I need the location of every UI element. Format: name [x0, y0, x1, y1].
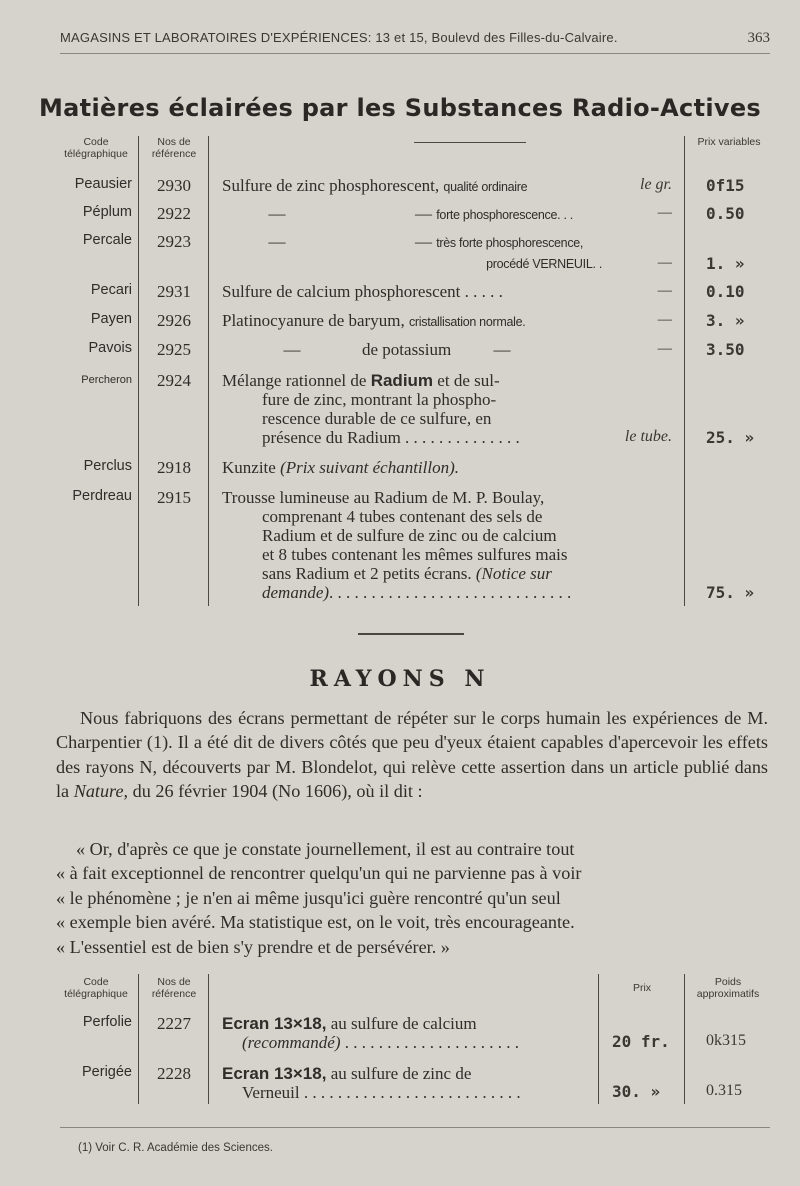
price: 3. »: [706, 311, 745, 330]
unit: —: [657, 282, 672, 299]
paragraph-text: [56, 706, 768, 804]
ditto-mark: —: [283, 340, 301, 359]
header-rule: [414, 142, 526, 143]
desc-detail: procédé VERNEUIL. .: [486, 257, 602, 271]
column-divider: [598, 974, 599, 1104]
ditto-mark: —: [493, 340, 511, 359]
column-divider: [208, 136, 209, 606]
desc-detail: forte phosphorescence. . .: [436, 208, 573, 222]
reference-number: 2228: [157, 1064, 191, 1083]
ditto-mark: —: [268, 232, 286, 251]
price: 1. »: [706, 254, 745, 273]
column-header-code: Code télégraphique: [64, 976, 128, 1000]
desc-text: fure de zinc, montrant la phospho-: [262, 390, 497, 409]
unit: —: [657, 254, 672, 271]
desc-text: et 8 tubes contenant les mêmes sulfures mais: [262, 545, 568, 564]
reference-number: 2924: [157, 371, 191, 390]
desc-text: sans Radium et 2 petits écrans.: [262, 564, 476, 583]
desc-text: Verneuil . . . . . . . . . . . . . . . . . . . . . . . . . .: [242, 1083, 521, 1102]
column-divider: [684, 136, 685, 606]
reference-number: 2923: [157, 232, 191, 251]
reference-number: 2925: [157, 340, 191, 359]
desc-detail: qualité ordinaire: [443, 180, 528, 194]
intro-paragraph: [56, 706, 768, 804]
description: [222, 1064, 592, 1102]
column-header-price: Prix variables: [697, 136, 761, 148]
desc-italic: (Notice sur: [475, 564, 552, 583]
desc-text: et de sul-: [433, 371, 500, 390]
quote-line: « à fait exceptionnel de rencontrer quelqu'un qui ne parvienne pas à voir: [56, 863, 582, 884]
price: 0.50: [706, 204, 745, 223]
reference-number: 2931: [157, 282, 191, 301]
telegraphic-code: Perigée: [82, 1064, 132, 1080]
column-divider: [208, 974, 209, 1104]
telegraphic-code: Perclus: [83, 458, 132, 474]
telegraphic-code: Perfolie: [82, 1014, 132, 1030]
description: [222, 458, 672, 477]
desc-text: Trousse lumineuse au Radium de M. P. Boulay,: [222, 488, 545, 507]
footnote: (1) Voir C. R. Académie des Sciences.: [78, 1142, 273, 1154]
desc-bold: Radium: [370, 371, 434, 390]
running-header: [60, 30, 770, 54]
column-header-code: Code télégraphique: [64, 136, 128, 160]
price: 25. »: [706, 428, 755, 447]
weight: 0k315: [706, 1032, 746, 1049]
reference-number: 2918: [157, 458, 191, 477]
telegraphic-code: Perdreau: [72, 488, 132, 504]
column-header-ref: Nos de référence: [151, 136, 197, 160]
reference-number: 2922: [157, 204, 191, 223]
desc-text: Platinocyanure de baryum,: [222, 311, 405, 330]
desc-text: de potassium: [362, 340, 452, 359]
telegraphic-code: Pavois: [88, 340, 132, 356]
telegraphic-code: Payen: [90, 311, 132, 327]
desc-text: Radium et de sulfure de zinc ou de calcium: [262, 526, 557, 545]
desc-bold: Ecran 13×18,: [222, 1064, 327, 1083]
description: [222, 488, 672, 602]
telegraphic-code: Peausier: [74, 176, 132, 192]
desc-bold: Ecran 13×18,: [222, 1014, 327, 1033]
section-title: Matières éclairées par les Substances Radio-Actives: [39, 94, 761, 122]
unit: —: [657, 204, 672, 221]
telegraphic-code: Pecari: [90, 282, 132, 298]
desc-leader: . . . . . . . . . . . . . . . . . . . . . . . . . . . . .: [329, 583, 572, 602]
reference-number: 2930: [157, 176, 191, 195]
reference-number: 2926: [157, 311, 191, 330]
desc-text: Kunzite: [222, 458, 281, 477]
ditto-mark: —: [415, 204, 432, 223]
weight: 0.315: [706, 1082, 742, 1099]
desc-detail: cristallisation normale.: [408, 315, 526, 329]
section-divider: [358, 633, 464, 635]
column-divider: [138, 136, 139, 606]
section-title-rayons-n: RAYONS N: [309, 666, 491, 692]
quote-block: [56, 837, 768, 959]
description: [222, 1014, 592, 1052]
ditto-mark: —: [415, 232, 432, 251]
column-divider: [684, 974, 685, 1104]
desc-italic: (Prix suivant échantillon).: [280, 458, 460, 477]
price: 0f15: [706, 176, 745, 195]
desc-text: rescence durable de ce sulfure, en: [262, 409, 492, 428]
unit: —: [657, 311, 672, 328]
price: 75. »: [706, 583, 755, 602]
ditto-mark: —: [268, 204, 286, 223]
price: 30. »: [612, 1082, 661, 1101]
price: 0.10: [706, 282, 745, 301]
reference-number: 2227: [157, 1014, 191, 1033]
desc-text: présence du Radium . . . . . . . . . . . . . .: [262, 428, 520, 447]
para-text: Nous fabriquons des écrans permettant de répéter sur le corps humain les expériences de M. Charpentier (1). Il a été dit de divers côtés que peu d'yeux étaient capables d'apercevoir les effets des rayons N, découverts par M. Blondelot, qui relève cette assertion dans un article publié dans la: [56, 708, 768, 802]
quote-line: « Or, d'après ce que je constate journellement, il est au contraire tout: [76, 839, 575, 859]
quote-line: « exemple bien avéré. Ma statistique est, on le voit, très encourageante.: [56, 912, 575, 933]
desc-line: [222, 583, 571, 602]
quote-line: « le phénomène ; je n'en ai même jusqu'ici guère rencontré qu'un seul: [56, 887, 561, 908]
telegraphic-code: Percheron: [81, 374, 132, 386]
desc-leader: . . . . . . . . . . . . . . . . . . . . .: [340, 1033, 519, 1052]
unit: le tube.: [624, 428, 672, 445]
price: 3.50: [706, 340, 745, 359]
price: 20 fr.: [612, 1032, 670, 1051]
desc-text: au sulfure de calcium: [326, 1014, 477, 1033]
desc-text: Mélange rationnel de: [222, 371, 371, 390]
desc-text: Sulfure de zinc phosphorescent,: [222, 176, 440, 195]
desc-detail: très forte phosphorescence,: [436, 236, 584, 250]
description: Sulfure de calcium phosphorescent . . . . .: [222, 282, 503, 301]
footnote-rule: [60, 1127, 770, 1128]
telegraphic-code: Percale: [82, 232, 132, 248]
unit: le gr.: [640, 176, 672, 193]
running-title: MAGASINS ET LABORATOIRES D'EXPÉRIENCES: 13 et 15, Boulevd des Filles-du-Calvaire.: [60, 30, 618, 45]
desc-italic: demande): [262, 583, 330, 602]
desc-italic: (recommandé): [242, 1033, 341, 1052]
unit: —: [657, 340, 672, 357]
reference-number: 2915: [157, 488, 191, 507]
para-text: , du 26 février 1904 (No 1606), où il dit :: [123, 781, 423, 802]
quote-line: « L'essentiel est de bien s'y prendre et de persévérer. »: [56, 936, 450, 957]
column-divider: [138, 974, 139, 1104]
page-number: 363: [747, 30, 770, 46]
para-italic: Nature: [73, 781, 124, 802]
desc-text: au sulfure de zinc de: [326, 1064, 472, 1083]
column-header-price: Prix: [632, 982, 652, 994]
telegraphic-code: Péplum: [82, 204, 132, 220]
desc-text: comprenant 4 tubes contenant des sels de: [262, 507, 543, 526]
column-header-ref: Nos de référence: [151, 976, 197, 1000]
column-header-weight: Poids approximatifs: [696, 976, 760, 1000]
